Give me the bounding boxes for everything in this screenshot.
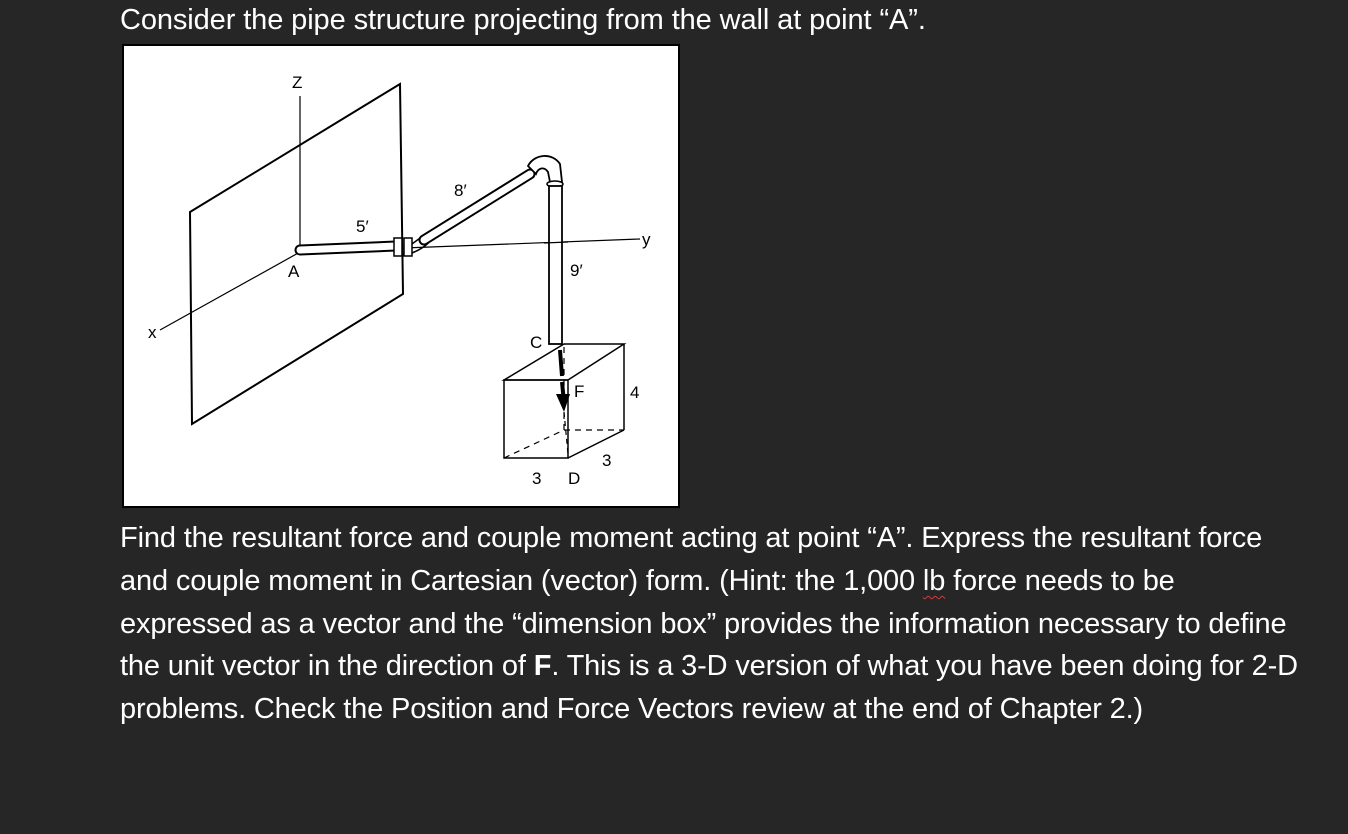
length-9ft-label: 9′ bbox=[570, 261, 583, 280]
problem-heading: Consider the pipe structure projecting from the wall at point “A”. bbox=[120, 4, 926, 36]
y-axis-label: y bbox=[642, 230, 651, 249]
box-width-label: 3 bbox=[532, 469, 542, 488]
force-symbol: F bbox=[533, 650, 552, 683]
force-label: F bbox=[574, 382, 585, 401]
problem-statement bbox=[120, 517, 1300, 731]
box-height-label: 4 bbox=[630, 383, 640, 402]
pipe-diagram bbox=[124, 46, 678, 506]
x-axis-line bbox=[160, 252, 300, 330]
problem-text-part2: force needs to be expressed as a vector and the “dimension box” provides the information necessary to define the unit vector in the direction of bbox=[120, 564, 1287, 683]
pipe-segment-ab bbox=[300, 246, 396, 250]
pipe-segment-cd bbox=[549, 186, 562, 344]
pipe-segment-bc bbox=[424, 174, 530, 240]
point-a-label: A bbox=[288, 262, 300, 281]
x-axis-label: x bbox=[148, 323, 157, 342]
unit-lb: lb bbox=[922, 564, 946, 597]
problem-text-part3: . This is a 3-D version of what you have been doing for 2-D problems. Check the Position and Force Vectors review at the end of Chapter 2.) bbox=[120, 650, 1298, 726]
pipe-elbow bbox=[528, 156, 563, 187]
problem-text-part1: Find the resultant force and couple moment acting at point “A”. Express the resultant force and couple moment in Cartesian (vector) form. (Hint: the 1,000 bbox=[120, 522, 1263, 597]
point-d-label: D bbox=[568, 469, 581, 488]
box-depth-label: 3 bbox=[602, 451, 612, 470]
point-c-label: C bbox=[530, 333, 543, 352]
pipe-structure-figure bbox=[122, 44, 680, 508]
z-axis-label: Z bbox=[292, 73, 303, 92]
length-5ft-label: 5′ bbox=[356, 217, 369, 236]
length-8ft-label: 8′ bbox=[454, 181, 467, 200]
